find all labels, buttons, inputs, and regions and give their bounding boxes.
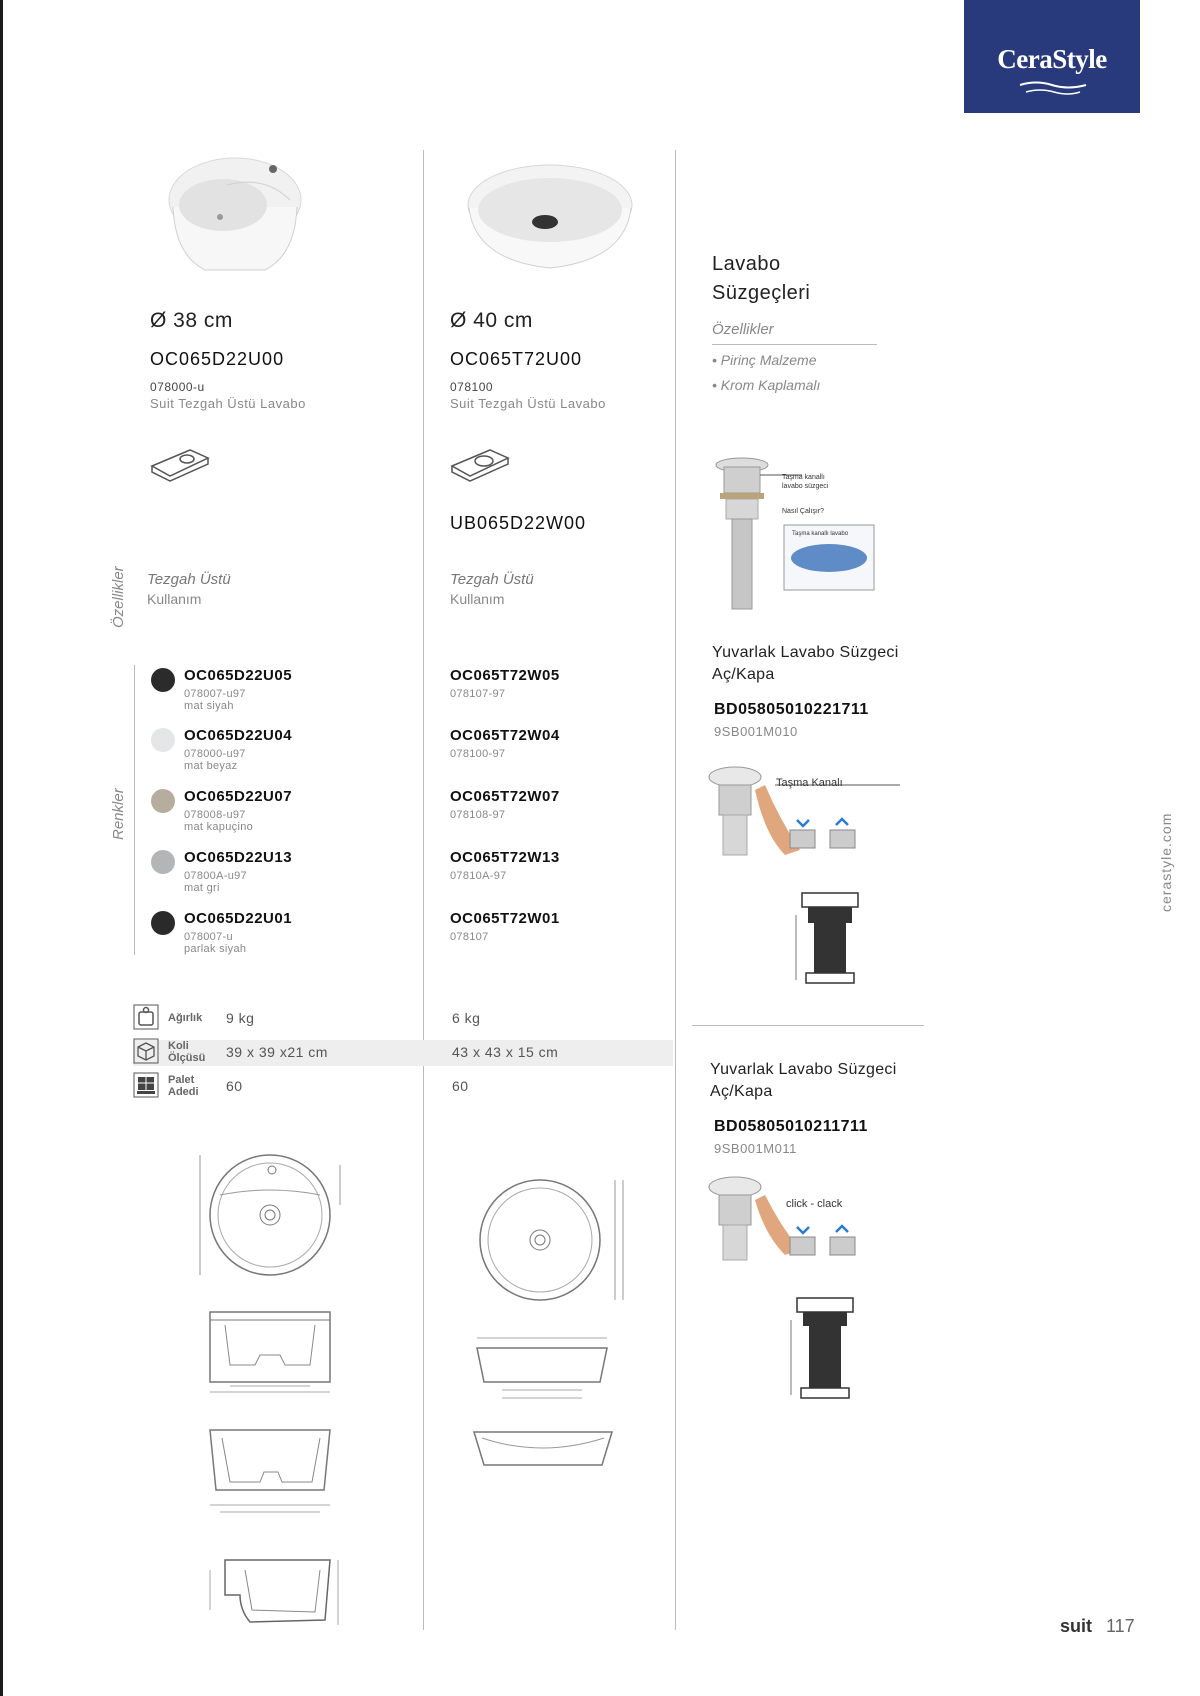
countertop-icon [450, 444, 510, 482]
variant-ref: 07800A-u97 [184, 870, 247, 882]
box-value: 39 x 39 x21 cm [226, 1044, 328, 1060]
strainers-title-line1: Lavabo [712, 253, 781, 275]
product-size: Ø 40 cm [450, 309, 533, 332]
strainers-features-label: Özellikler [712, 321, 774, 338]
spec-band [133, 1040, 673, 1066]
variant-code: OC065T72W07 [450, 788, 560, 805]
feature-text: Krom Kaplamalı [720, 377, 821, 393]
countertop-code: UB065D22W00 [450, 513, 587, 533]
box-icon [133, 1038, 159, 1064]
variant-color: mat kapuçino [184, 821, 254, 833]
brand-name: CeraStyle [997, 44, 1107, 74]
strainer-code: BD05805010211711 [714, 1118, 868, 1135]
diagram-label-3: Nasıl Çalışır? [782, 508, 825, 515]
variant-ref: 07810A-97 [450, 870, 507, 882]
variant-code: OC065T72W04 [450, 727, 560, 744]
variant-code: OC065D22U13 [184, 849, 293, 866]
usage-label: Kullanım [147, 591, 202, 607]
strainer-code: BD05805010221711 [714, 701, 869, 718]
feature-item: • Krom Kaplamalı [712, 377, 821, 393]
strainer-diagram-image [712, 455, 877, 615]
weight-value: 9 kg [226, 1010, 255, 1026]
color-swatch-mat-white [151, 728, 175, 752]
variant-color: parlak siyah [184, 943, 247, 955]
strainer-2-drawing [785, 1290, 865, 1415]
colors-side-label: Renkler [110, 788, 127, 840]
website-url: cerastyle.com [1158, 812, 1174, 912]
wave-icon [1018, 80, 1088, 96]
pallet-label-1: Palet [168, 1074, 195, 1086]
strainer-ref: 9SB001M010 [714, 724, 798, 739]
feature-item: • Pirinç Malzeme [712, 352, 817, 368]
variant-code: OC065T72W13 [450, 849, 560, 866]
color-swatch-mat-gray [151, 850, 175, 874]
sink-40-section-drawing [462, 1420, 622, 1480]
strainer-callout: Taşma Kanalı [776, 777, 843, 789]
variant-ref: 078008-u97 [184, 809, 246, 821]
color-swatch-gloss-black [151, 911, 175, 935]
sink-38-side-drawing [200, 1300, 350, 1405]
variant-ref: 078000-u97 [184, 748, 246, 760]
colors-divider [134, 665, 135, 955]
pallet-icon [133, 1072, 159, 1098]
strainer-title-line2: Aç/Kapa [710, 1083, 773, 1100]
variant-code: OC065D22U04 [184, 727, 293, 744]
color-swatch-mat-cappuccino [151, 789, 175, 813]
sink-38-section-drawing [200, 1420, 350, 1525]
section-divider [692, 1025, 924, 1026]
variant-ref: 078108-97 [450, 809, 506, 821]
weight-label: Ağırlık [168, 1012, 203, 1024]
variant-ref: 078100-97 [450, 748, 506, 760]
variant-ref: 078007-u97 [184, 688, 246, 700]
strainer-ref: 9SB001M011 [714, 1141, 797, 1156]
product-desc: Suit Tezgah Üstü Lavabo [150, 396, 306, 411]
product-size: Ø 38 cm [150, 309, 233, 332]
sink-38-image [165, 145, 305, 280]
color-swatch-mat-black [151, 668, 175, 692]
usage-label: Kullanım [450, 591, 505, 607]
variant-code: OC065D22U01 [184, 910, 293, 927]
product-ref: 078000-u [150, 380, 205, 394]
pallet-value: 60 [226, 1078, 243, 1094]
features-underline [712, 344, 877, 345]
countertop-icon [150, 444, 210, 482]
variant-color: mat gri [184, 882, 220, 894]
column-divider-2 [675, 150, 676, 1630]
variant-ref: 078007-u [184, 931, 233, 943]
strainer-title-line2: Aç/Kapa [712, 666, 775, 683]
sink-40-side-drawing [462, 1330, 622, 1405]
diagram-label-2: lavabo süzgeci [782, 483, 829, 490]
strainers-title-line2: Süzgeçleri [712, 282, 811, 304]
product-desc: Suit Tezgah Üstü Lavabo [450, 396, 606, 411]
strainer-click-clack-image [705, 1175, 905, 1275]
variant-code: OC065T72W05 [450, 667, 560, 684]
feature-text: Pirinç Malzeme [720, 352, 817, 368]
variant-code: OC065D22U05 [184, 667, 293, 684]
variant-color: mat beyaz [184, 760, 238, 772]
box-value: 43 x 43 x 15 cm [452, 1044, 559, 1060]
strainer-title-line1: Yuvarlak Lavabo Süzgeci [712, 644, 899, 661]
variant-ref: 078107-97 [450, 688, 506, 700]
weight-icon [133, 1004, 159, 1030]
variant-color: mat siyah [184, 700, 234, 712]
page-edge [0, 0, 3, 1696]
variant-code: OC065D22U07 [184, 788, 293, 805]
sink-40-image [465, 160, 635, 275]
footer-series: suit [1060, 1616, 1093, 1636]
product-code: OC065T72U00 [450, 349, 583, 369]
column-divider-1 [423, 150, 424, 1630]
strainer-callout: click - clack [786, 1198, 843, 1210]
pallet-value: 60 [452, 1078, 469, 1094]
page-number: 117 [1106, 1616, 1135, 1636]
weight-value: 6 kg [452, 1010, 481, 1026]
box-label-2: Ölçüsü [168, 1052, 206, 1064]
box-label-1: Koli [168, 1040, 189, 1052]
variant-code: OC065T72W01 [450, 910, 560, 927]
sink-38-profile-drawing [190, 1540, 350, 1640]
sink-40-top-drawing [465, 1175, 630, 1310]
diagram-label-1: Taşma kanallı [782, 474, 825, 481]
diagram-label-4: Taşma kanallı lavabo [792, 531, 849, 537]
variant-ref: 078107 [450, 931, 489, 943]
strainer-title-line1: Yuvarlak Lavabo Süzgeci [710, 1061, 897, 1078]
pallet-label-2: Adedi [168, 1086, 199, 1098]
product-ref: 078100 [450, 380, 494, 394]
usage-type: Tezgah Üstü [450, 571, 534, 588]
brand-logo [964, 0, 1140, 113]
strainer-1-drawing [790, 885, 870, 995]
product-code: OC065D22U00 [150, 349, 285, 369]
usage-type: Tezgah Üstü [147, 571, 231, 588]
sink-38-top-drawing [190, 1145, 350, 1290]
features-side-label: Özellikler [110, 566, 127, 628]
